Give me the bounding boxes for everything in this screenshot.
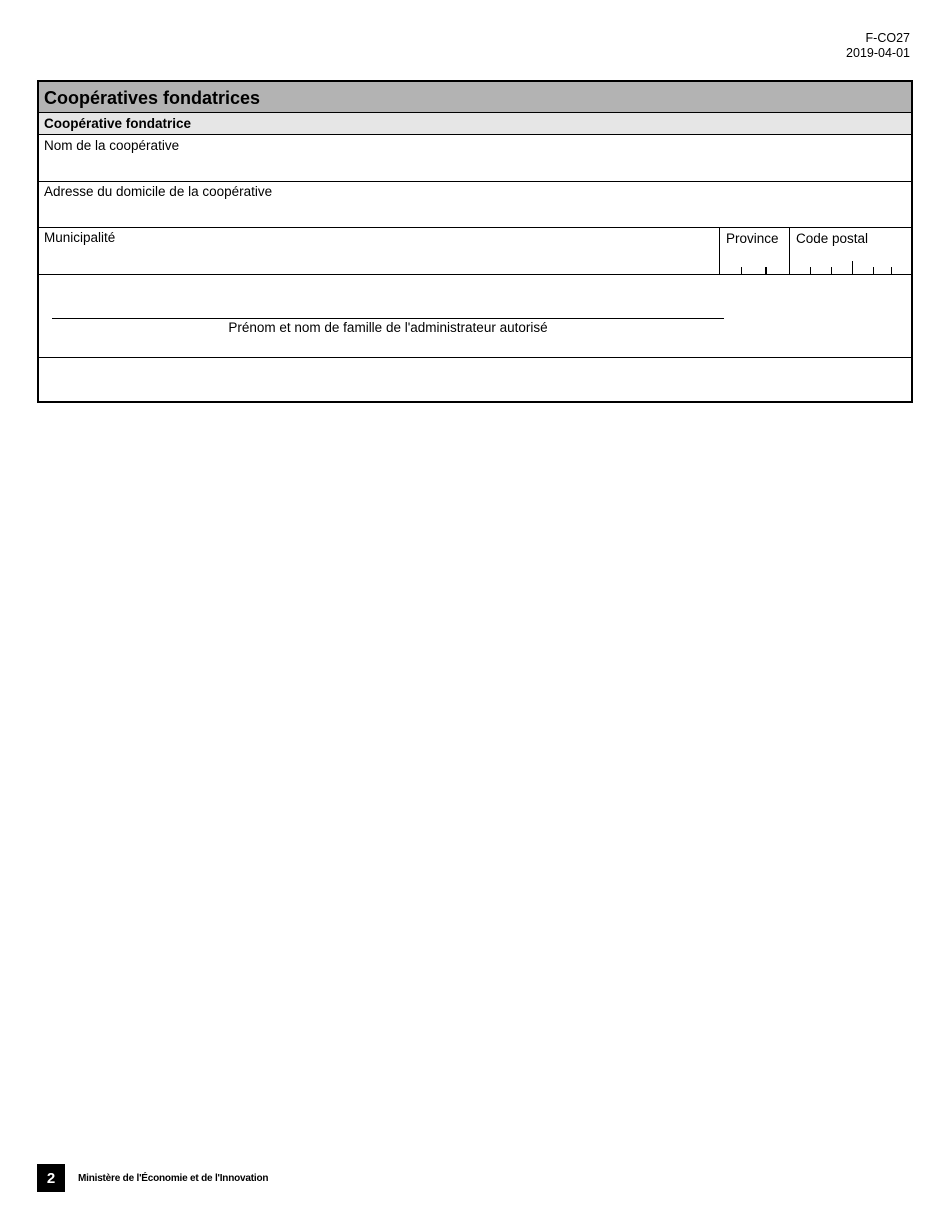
form-code-block — [846, 31, 910, 61]
cooperative-address-field[interactable] — [39, 182, 911, 227]
page-number: 2 — [37, 1164, 65, 1192]
municipality-field[interactable] — [39, 228, 719, 273]
province-tick — [741, 267, 742, 274]
postal-code-tick — [831, 267, 832, 274]
administrator-name-caption: Prénom et nom de famille de l'administrateur autorisé — [228, 320, 548, 335]
province-field[interactable] — [720, 228, 789, 273]
empty-row — [39, 358, 911, 403]
province-tick — [765, 267, 767, 274]
cooperative-name-label: Nom de la coopérative — [44, 138, 180, 153]
cooperative-address-label: Adresse du domicile de la coopérative — [44, 184, 273, 199]
section-title: Coopératives fondatrices — [39, 82, 911, 113]
form-code: F-CO27 — [865, 31, 910, 45]
subsection-title: Coopérative fondatrice — [39, 113, 911, 135]
postal-code-separator-tick — [852, 261, 853, 274]
form-date: 2019-04-01 — [846, 46, 910, 60]
municipality-label: Municipalité — [44, 230, 116, 245]
cooperatives-form-table — [37, 80, 913, 403]
ministry-name: Ministère de l'Économie et de l'Innovation — [78, 1173, 269, 1184]
postal-code-tick — [873, 267, 874, 274]
province-label: Province — [726, 231, 779, 246]
postal-code-label: Code postal — [796, 231, 869, 246]
administrator-name-field[interactable] — [52, 275, 724, 317]
administrator-name-line — [52, 318, 724, 319]
postal-code-tick — [810, 267, 811, 274]
postal-code-tick — [891, 267, 892, 274]
cooperative-name-field[interactable] — [39, 135, 911, 181]
